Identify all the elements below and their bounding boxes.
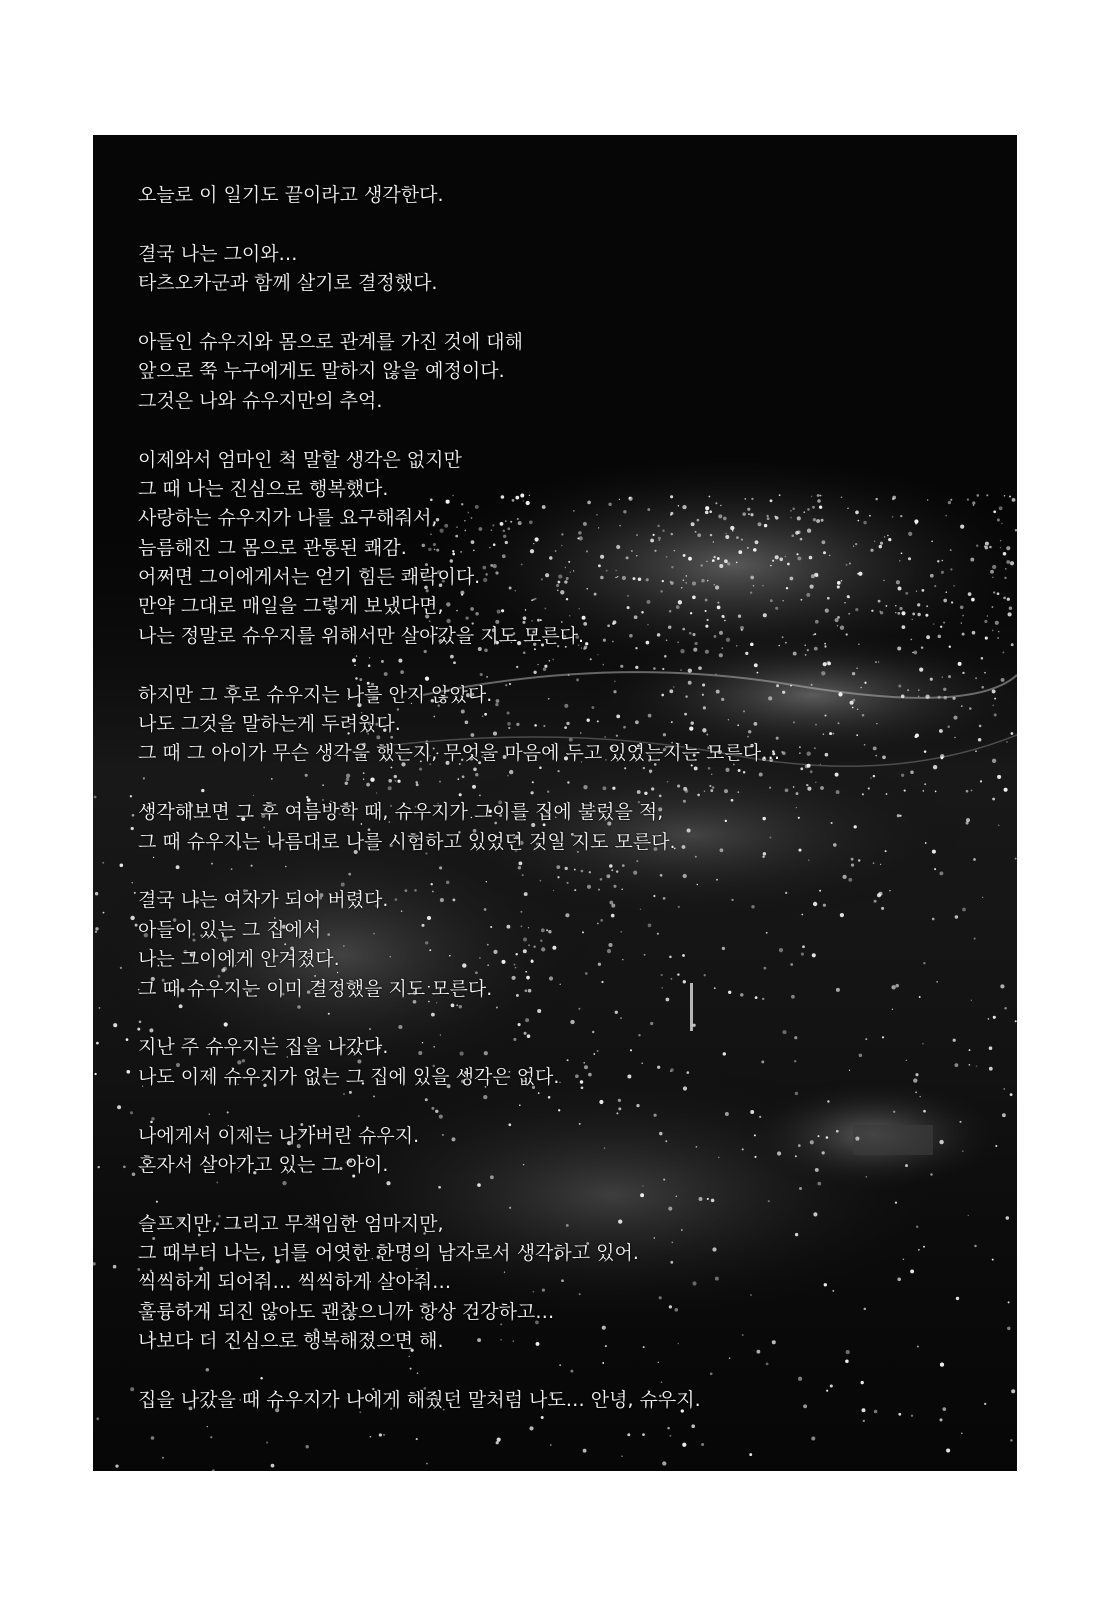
diary-line: 결국 나는 그이와…: [138, 242, 298, 265]
diary-stanza: [138, 1122, 998, 1181]
city-light: [94, 796, 97, 799]
diary-line: 훌륭하게 되진 않아도 괜찮으니까 항상 건강하고…: [138, 1300, 555, 1323]
city-light: [95, 931, 97, 933]
city-light: [1015, 858, 1017, 860]
city-light: [583, 1449, 587, 1453]
diary-line: 사랑하는 슈우지가 나를 요구해줘서,: [138, 507, 438, 530]
diary-stanza: [138, 240, 998, 299]
city-light: [1009, 495, 1011, 497]
diary-line: 집을 나갔을 때 슈우지가 나에게 해줬던 말처럼 나도… 안녕, 슈우지.: [138, 1389, 701, 1412]
city-light: [97, 1166, 99, 1168]
city-light: [113, 1265, 117, 1269]
diary-stanza: [138, 1033, 998, 1092]
city-light: [1008, 612, 1012, 616]
city-light: [1000, 984, 1004, 988]
diary-line: 타츠오카군과 함께 살기로 결정했다.: [138, 272, 438, 295]
diary-stanza: [138, 1210, 998, 1357]
diary-line: 나에게서 이제는 나가버린 슈우지.: [138, 1124, 420, 1147]
diary-line: 어쩌면 그이에게서는 얻기 힘든 쾌락이다.: [138, 566, 481, 589]
city-light: [130, 1111, 133, 1114]
city-light: [134, 892, 136, 894]
city-light: [130, 916, 134, 920]
diary-stanza: [138, 886, 998, 1004]
city-light: [1010, 1093, 1013, 1096]
city-light: [1007, 1327, 1010, 1330]
city-light: [306, 1445, 309, 1448]
city-light: [1006, 741, 1007, 742]
diary-line: 아들이 있는 그 집에서: [138, 918, 322, 941]
city-light: [120, 967, 122, 969]
city-light: [1004, 495, 1006, 497]
diary-line: 늠름해진 그 몸으로 관통된 쾌감.: [138, 536, 407, 559]
city-light: [96, 1042, 99, 1045]
diary-stanza: [138, 798, 998, 857]
diary-stanza: [138, 681, 998, 769]
diary-stanza: [138, 1386, 998, 1415]
city-light: [1005, 568, 1006, 569]
city-light: [621, 1455, 623, 1457]
diary-line: 만약 그대로 매일을 그렇게 보냈다면,: [138, 595, 444, 618]
city-light: [1006, 1216, 1009, 1219]
city-light: [1001, 523, 1003, 525]
diary-line: 그것은 나와 슈우지만의 추억.: [138, 389, 383, 412]
city-light: [1012, 498, 1016, 502]
diary-line: 그 때부터 나는, 너를 어엿한 한명의 남자로서 생각하고 있어.: [138, 1242, 639, 1265]
city-light: [1002, 651, 1004, 653]
city-light: [1009, 607, 1012, 610]
diary-line: 하지만 그 후로 슈우지는 나를 안지 않았다.: [138, 683, 493, 706]
diary-line: 슬프지만, 그리고 무책임한 엄마지만,: [138, 1212, 444, 1235]
city-light: [94, 1073, 96, 1075]
diary-line: 그 때 슈우지는 이미 결정했을 지도 모른다.: [138, 977, 493, 1000]
city-light: [1003, 1088, 1005, 1090]
city-light: [126, 1038, 129, 1041]
diary-line: 생각해보면 그 후 여름방학 때, 슈우지가 그이를 집에 불렀을 적,: [138, 801, 664, 824]
city-light: [132, 814, 135, 817]
diary-line: 그 때 나는 진심으로 행복했다.: [138, 477, 389, 500]
city-light: [1006, 560, 1010, 564]
city-light: [1004, 577, 1006, 579]
city-light: [102, 862, 104, 864]
city-light: [126, 1070, 130, 1074]
city-light: [115, 1464, 118, 1467]
city-light: [103, 912, 105, 914]
city-light: [749, 1453, 752, 1456]
city-light: [426, 1463, 428, 1465]
diary-stanza: [138, 328, 998, 416]
city-light: [132, 882, 133, 883]
city-light: [95, 927, 98, 930]
city-light: [130, 795, 132, 797]
city-light: [1004, 1007, 1007, 1010]
city-light: [131, 827, 134, 830]
diary-line: 오늘로 이 일기도 끝이라고 생각한다.: [138, 184, 444, 206]
city-light: [1008, 1301, 1010, 1303]
city-light: [1011, 1389, 1015, 1393]
city-light: [113, 1023, 117, 1027]
city-light: [1011, 643, 1014, 646]
city-light: [1000, 547, 1001, 548]
city-light: [120, 864, 124, 868]
diary-line: 그 때 그 아이가 무슨 생각을 했는지, 무엇을 마음에 두고 있었는지는 모른다…: [138, 742, 781, 765]
city-light: [1004, 788, 1008, 792]
city-light: [662, 1461, 666, 1465]
diary-line: 나도 그것을 말하는게 두려웠다.: [138, 713, 401, 736]
diary-line: 나는 정말로 슈우지를 위해서만 살아갔을 지도 모른다.: [138, 624, 585, 647]
diary-line: 씩씩하게 되어줘… 씩씩하게 살아줘…: [138, 1271, 452, 1294]
city-light: [123, 1165, 126, 1168]
city-light: [1007, 598, 1010, 601]
diary-line: 앞으로 쭉 누구에게도 말하지 않을 예정이다.: [138, 360, 505, 383]
diary-line: 아들인 슈우지와 몸으로 관계를 가진 것에 대해: [138, 330, 523, 353]
city-light: [132, 1173, 136, 1177]
city-light: [1002, 1113, 1006, 1117]
city-light: [95, 892, 98, 895]
city-light: [946, 1448, 950, 1452]
city-light: [162, 1457, 164, 1459]
diary-line: 나도 이제 슈우지가 없는 그 집에 있을 생각은 없다.: [138, 1065, 560, 1088]
diary-line: 그 때 슈우지는 나름대로 나를 시험하고 있었던 것일 지도 모른다.: [138, 830, 676, 853]
city-light: [998, 824, 1000, 826]
city-light: [117, 1105, 121, 1109]
city-light: [1006, 546, 1010, 550]
city-light: [1010, 1439, 1013, 1442]
city-light: [96, 1417, 99, 1420]
diary-line: 지난 주 슈우지는 집을 나갔다.: [138, 1036, 389, 1059]
city-light: [271, 1464, 275, 1468]
diary-entry-text: [138, 181, 998, 1445]
city-light: [1015, 1020, 1017, 1022]
city-light: [130, 1387, 134, 1391]
city-light: [1011, 732, 1014, 735]
diary-line: 결국 나는 여자가 되어 버렸다.: [138, 889, 389, 912]
city-light: [1003, 597, 1006, 600]
night-city-panel: [93, 135, 1017, 1471]
city-light: [1010, 561, 1014, 565]
city-light: [1000, 540, 1002, 542]
city-light: [99, 1007, 101, 1009]
diary-line: 이제와서 엄마인 척 말할 생각은 없지만: [138, 448, 462, 471]
diary-stanza: [138, 181, 998, 210]
city-light: [999, 506, 1003, 510]
city-light: [998, 631, 999, 632]
diary-line: 혼자서 살아가고 있는 그 아이.: [138, 1153, 389, 1176]
diary-line: 나보다 더 진심으로 행복해졌으면 해.: [138, 1330, 444, 1353]
city-light: [1001, 678, 1005, 682]
diary-line: 나는 그이에게 안겨졌다.: [138, 948, 340, 971]
city-light: [1003, 552, 1007, 556]
diary-stanza: [138, 446, 998, 652]
